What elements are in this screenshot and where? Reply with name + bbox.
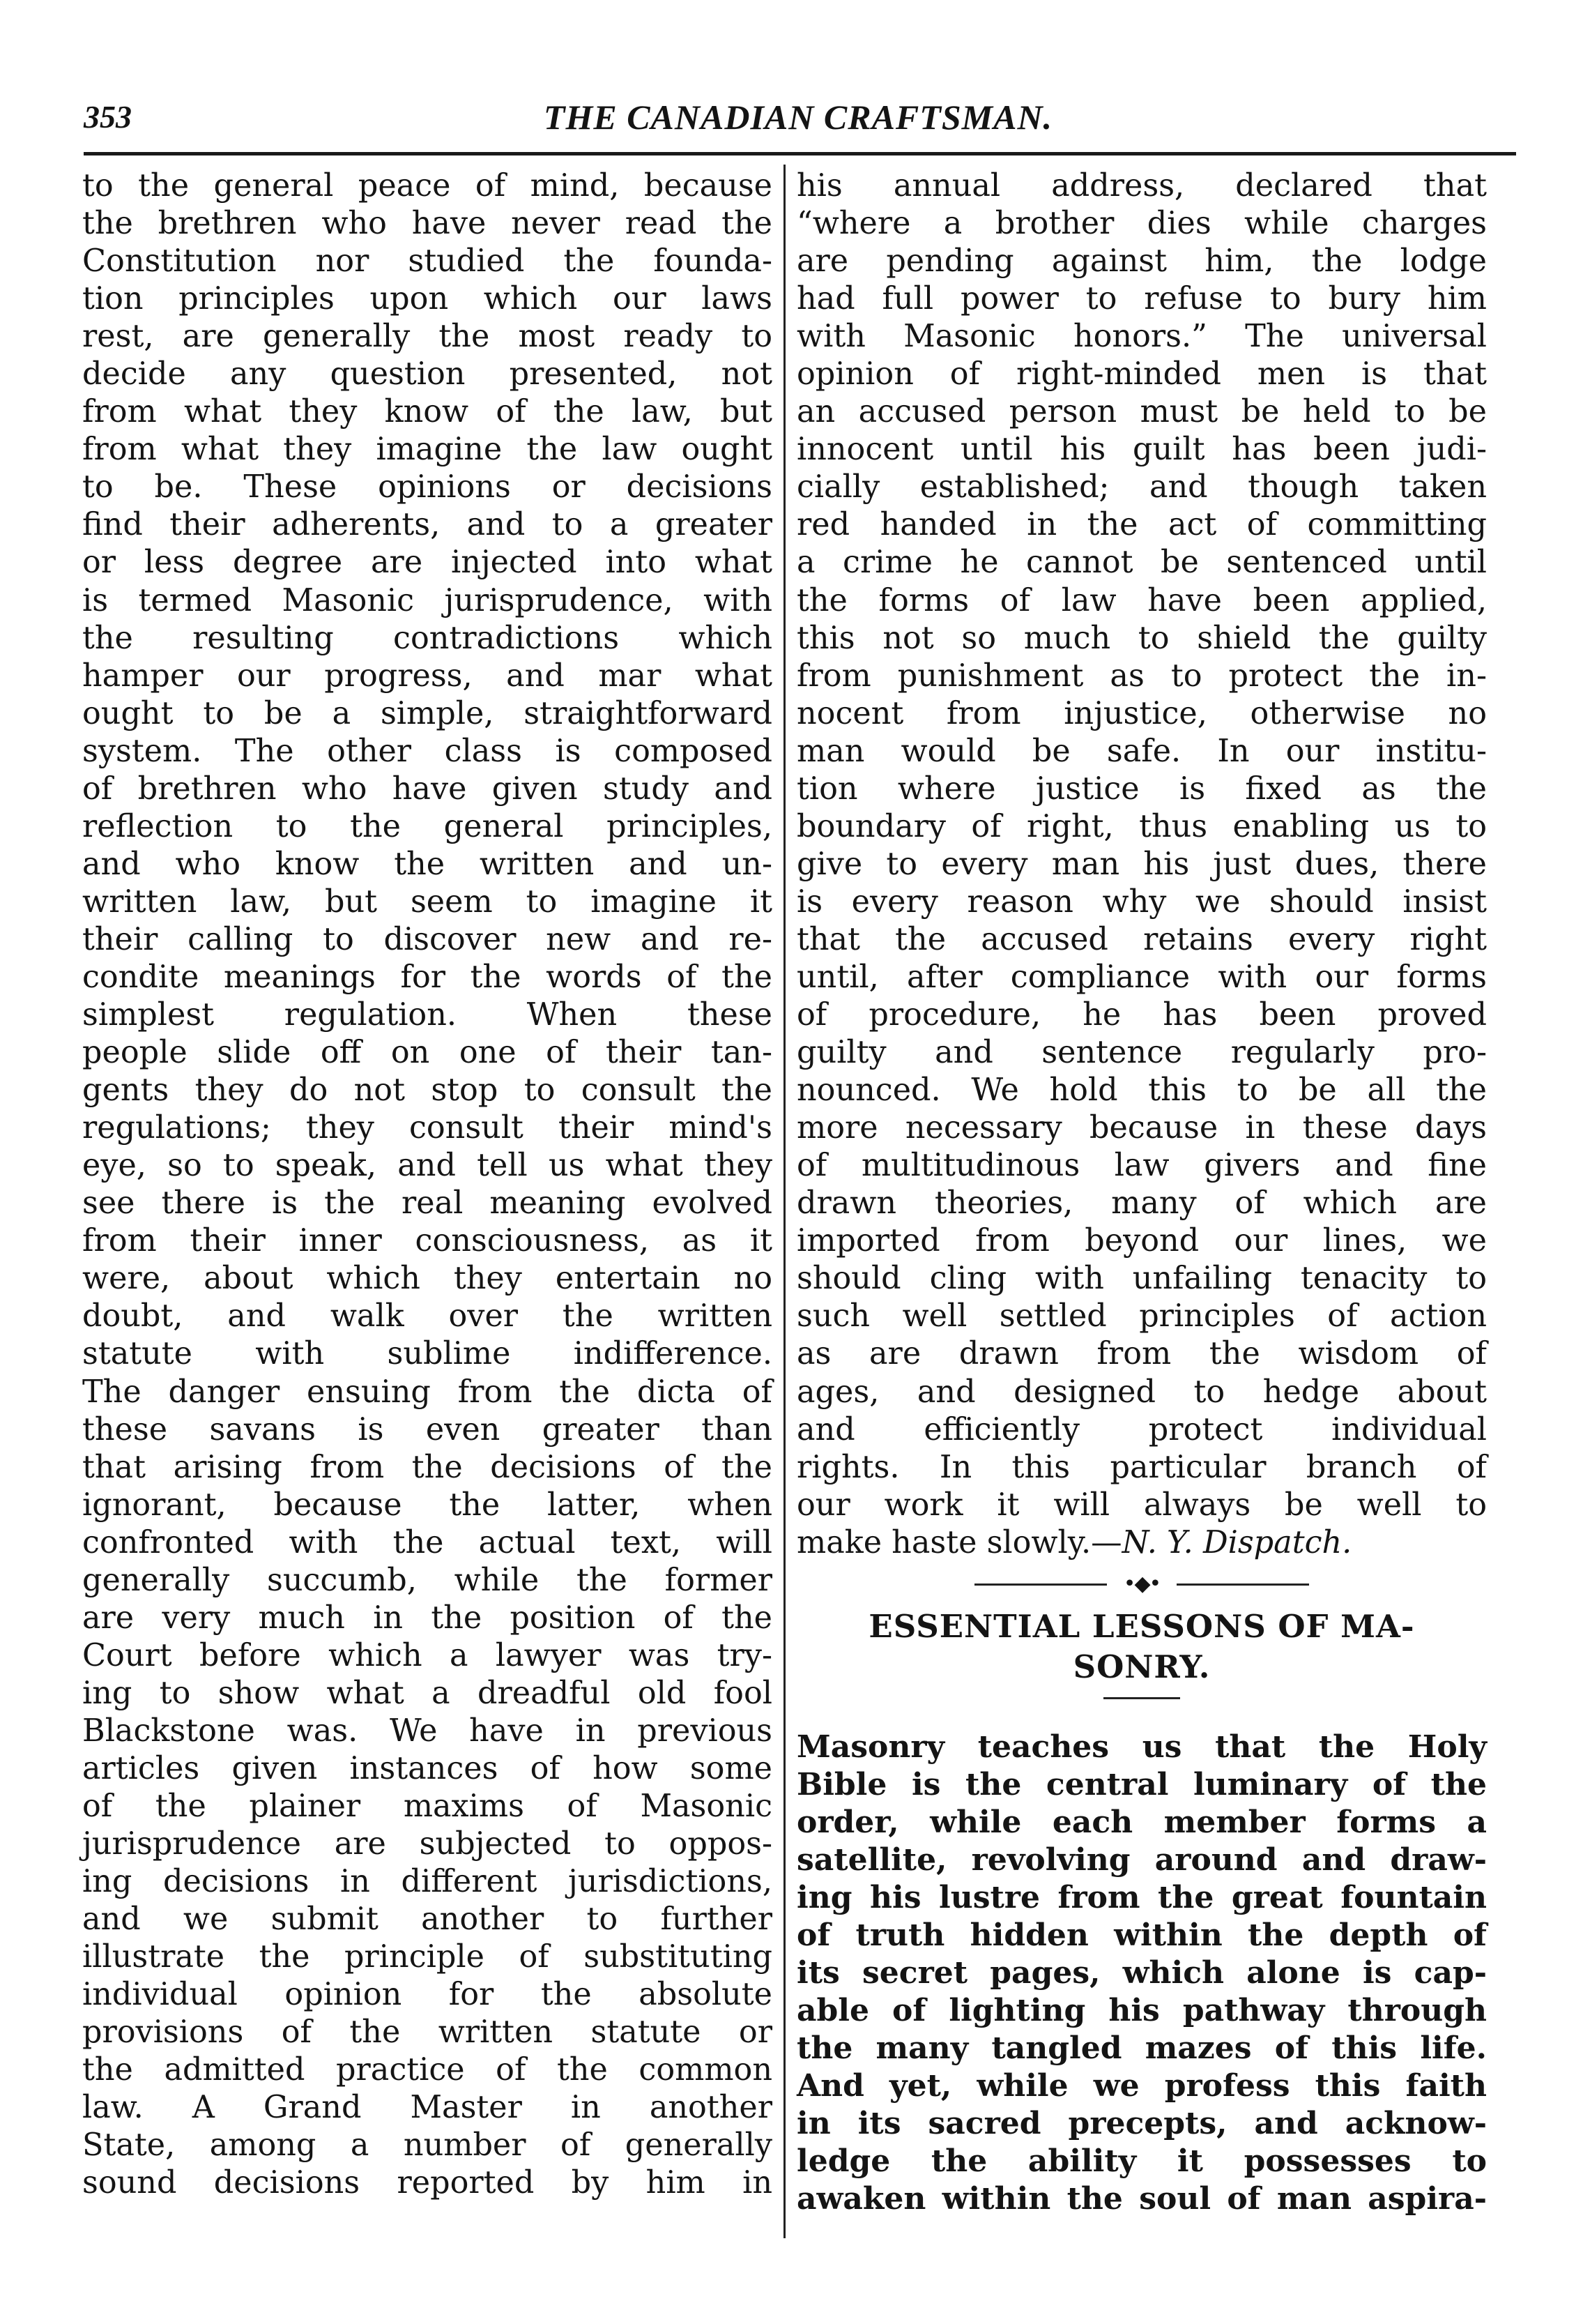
text-line: and efficiently protect individual [797,1411,1487,1448]
text-line: that arising from the decisions of the [82,1449,772,1485]
text-line: and we submit another to further [82,1901,772,1938]
text-line: decide any question presented, not [82,356,772,393]
source-signature: N. Y. Dispatch. [1122,1524,1352,1560]
text-line: and who know the written and un- [82,846,772,882]
text-line: red handed in the act of committing [797,507,1487,543]
text-line: of brethren who have given study and [82,770,772,807]
text-line: tion where justice is fixed as the [797,770,1487,807]
right-column [797,167,1487,2218]
text-line: these savans is even greater than [82,1411,772,1448]
text-line: provisions of the written statute or [82,2014,772,2051]
text-line: or less degree are injected into what [82,545,772,581]
text-line: the forms of law have been applied, [797,582,1487,618]
text-line: from what they know of the law, but [82,394,772,430]
text-line: as are drawn from the wisdom of [797,1336,1487,1372]
text-line: cially established; and though taken [797,469,1487,506]
text-line: law. A Grand Master in another [82,2090,772,2126]
text-line: ing to show what a dreadful old fool [82,1675,772,1711]
text-line: ages, and designed to hedge about [797,1374,1487,1410]
header-rule [84,152,1516,155]
text-line: the resulting contradictions which [82,620,772,656]
text-line: in its sacred precepts, and acknow- [797,2106,1487,2142]
text-line: that the accused retains every right [797,921,1487,957]
text-line: the many tangled mazes of this life. [797,2030,1487,2067]
text-line: from what they imagine the law ought [82,432,772,468]
closing-text: make haste slowly.— [797,1524,1122,1560]
text-line: are very much in the position of the [82,1600,772,1636]
text-line: statute with sublime indifference. [82,1336,772,1372]
text-line: an accused person must be held to be [797,394,1487,430]
text-line: The danger ensuing from the dicta of [82,1374,772,1410]
text-line: eye, so to speak, and tell us what they [82,1148,772,1184]
article-body [797,1729,1487,2219]
text-line: its secret pages, which alone is cap- [797,1955,1487,1991]
column-divider [783,165,786,2238]
article-heading-line-2: SONRY. [1073,1648,1211,1685]
text-line: his annual address, declared that [797,168,1487,204]
text-line: individual opinion for the absolute [82,1977,772,2013]
ornament-rule-left [974,1583,1107,1586]
text-line: had full power to refuse to bury him [797,281,1487,317]
text-line: regulations; they consult their mind's [82,1110,772,1146]
text-line: generally succumb, while the former [82,1562,772,1598]
text-line: is termed Masonic jurisprudence, with [82,582,772,618]
text-line: satellite, revolving around and draw- [797,1841,1487,1878]
text-line: hamper our progress, and mar what [82,658,772,694]
text-line: more necessary because in these days [797,1110,1487,1146]
text-line: of procedure, he has been proved [797,997,1487,1033]
text-line: people slide off on one of their tan- [82,1035,772,1071]
text-line: Constitution nor studied the founda- [82,243,772,280]
text-line: with Masonic honors.” The universal [797,319,1487,355]
text-line: give to every man his just dues, there [797,846,1487,882]
text-line: written law, but seem to imagine it [82,883,772,920]
text-line: imported from beyond our lines, we [797,1223,1487,1259]
text-line: man would be safe. In our institu- [797,733,1487,769]
text-line: from their inner consciousness, as it [82,1223,772,1259]
text-line: able of lighting his pathway through [797,1993,1487,2029]
text-line: And yet, while we profess this faith [797,2068,1487,2104]
text-line: were, about which they entertain no [82,1261,772,1297]
text-line: the admitted practice of the common [82,2052,772,2088]
text-line: Court before which a lawyer was try- [82,1637,772,1673]
page-header [84,89,1513,145]
text-line: Masonry teaches us that the Holy [797,1729,1487,1765]
text-line: to be. These opinions or decisions [82,469,772,506]
text-line: see there is the real meaning evolved [82,1185,772,1222]
text-line: until, after compliance with our forms [797,959,1487,995]
heading-rule [1103,1697,1180,1699]
text-line: nocent from injustice, otherwise no [797,695,1487,731]
text-line: rest, are generally the most ready to [82,319,772,355]
text-line: of multitudinous law givers and fine [797,1148,1487,1184]
text-line: ing decisions in different jurisdictions, [82,1864,772,1900]
text-line: of truth hidden within the depth of [797,1917,1487,1953]
text-line: State, among a number of generally [82,2127,772,2164]
text-line: opinion of right-minded men is that [797,356,1487,393]
text-line: tion principles upon which our laws [82,281,772,317]
text-line: Bible is the central luminary of the [797,1766,1487,1802]
text-line: ing his lustre from the great fountain [797,1879,1487,1915]
text-line: from punishment as to protect the in- [797,658,1487,694]
text-line: illustrate the principle of substituting [82,1939,772,1975]
text-line: gents they do not stop to consult the [82,1072,772,1109]
text-line: drawn theories, many of which are [797,1185,1487,1222]
text-line: doubt, and walk over the written [82,1298,772,1335]
text-line: ought to be a simple, straightforward [82,695,772,731]
ornament-rule-right [1177,1583,1309,1586]
text-line: the brethren who have never read the [82,206,772,242]
text-line: ledge the ability it possesses to [797,2143,1487,2180]
text-line: find their adherents, and to a greater [82,507,772,543]
text-line: awaken within the soul of man aspira- [797,2181,1487,2217]
text-line: articles given instances of how some [82,1750,772,1786]
text-line: rights. In this particular branch of [797,1449,1487,1485]
text-line: order, while each member forms a [797,1804,1487,1840]
page-number: 353 [84,99,132,135]
ornament-glyph: •◆• [1123,1571,1161,1596]
text-line: jurisprudence are subjected to oppos- [82,1826,772,1862]
text-line: ignorant, because the latter, when [82,1487,772,1523]
text-line: our work it will always be well to [797,1487,1487,1523]
article-heading [797,1607,1487,1687]
right-column-text [797,167,1487,1524]
text-line: is every reason why we should insist [797,883,1487,920]
text-line: to the general peace of mind, because [82,168,772,204]
text-line: such well settled principles of action [797,1298,1487,1335]
text-line: Blackstone was. We have in previous [82,1712,772,1749]
closing-line [797,1524,1487,1562]
text-line: a crime he cannot be sentenced until [797,545,1487,581]
running-title: THE CANADIAN CRAFTSMAN. [543,98,1053,137]
text-line: “where a brother dies while charges [797,206,1487,242]
text-line: of the plainer maxims of Masonic [82,1788,772,1825]
text-line: their calling to discover new and re- [82,921,772,957]
text-line: this not so much to shield the guilty [797,620,1487,656]
section-ornament [797,1562,1487,1607]
text-line: nounced. We hold this to be all the [797,1072,1487,1109]
article-heading-line-1: ESSENTIAL LESSONS OF MA- [869,1607,1415,1645]
text-line: simplest regulation. When these [82,997,772,1033]
text-line: guilty and sentence regularly pro- [797,1035,1487,1071]
left-column [82,167,772,2203]
text-line: confronted with the actual text, will [82,1524,772,1560]
text-line: reflection to the general principles, [82,808,772,844]
text-line: system. The other class is composed [82,733,772,769]
text-line: condite meanings for the words of the [82,959,772,995]
text-line: innocent until his guilt has been judi- [797,432,1487,468]
text-line: are pending against him, the lodge [797,243,1487,280]
text-line: boundary of right, thus enabling us to [797,808,1487,844]
text-line: sound decisions reported by him in [82,2165,772,2201]
text-line: should cling with unfailing tenacity to [797,1261,1487,1297]
